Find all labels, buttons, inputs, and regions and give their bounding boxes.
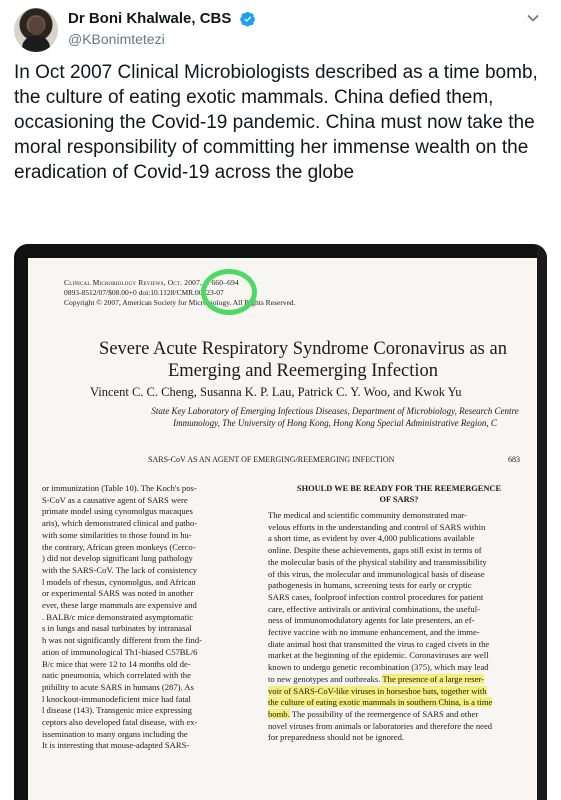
photo-border-left — [14, 244, 28, 800]
text-line: novel viruses from animals or laboratories and therefore the need — [268, 720, 493, 731]
text-line: . BALB/c mice demonstrated asymptomatic — [42, 611, 194, 622]
section-heading — [268, 483, 530, 505]
text-line: the molecular basis of the physical stability and transmissibility — [268, 556, 487, 567]
text-line: ness of immunomodulatory agents for late presenters, an ef- — [268, 615, 475, 626]
text-line: care, effective antivirals or antiviral combinations, the useful- — [268, 603, 480, 614]
paper-title: Severe Acute Respiratory Syndrome Coronavirus as an Emerging and Reemerging Infection — [99, 339, 507, 381]
text-line — [268, 697, 530, 709]
avatar-shirt — [22, 36, 50, 52]
photo-border-top — [14, 244, 547, 258]
affiliation-line: State Key Laboratory of Emerging Infectious Diseases, Department of Microbiology, Research Centre — [151, 406, 519, 416]
text-line: velous efforts in the understanding and control of SARS within — [268, 521, 486, 532]
verified-badge-icon — [240, 11, 256, 27]
text-line: ever, these large mammals are expensive and — [42, 600, 197, 611]
text-line: ptibility to acute SARS in humans (287). As — [42, 681, 194, 692]
text-line: diate animal host that transmitted the virus to caged civets in the — [268, 638, 490, 649]
journal-page — [28, 258, 537, 800]
text-line: ceptors also developed fatal disease, with ex- — [42, 717, 198, 728]
avatar[interactable] — [14, 8, 58, 52]
highlight-circle — [201, 269, 257, 315]
text-line: ) did not develop significant lung pathology — [42, 553, 193, 564]
plain-text: The possibility of the reemergence of SARS and other — [289, 708, 479, 719]
avatar-face — [29, 17, 44, 35]
highlighted-text: bomb. — [268, 708, 290, 719]
photo-border-right — [537, 244, 547, 800]
highlighted-text: voir of SARS-CoV-like viruses in horseshoe bats, together with — [268, 685, 487, 696]
text-line: SARS cases, foolproof infection control procedures for patient — [268, 591, 484, 602]
right-column-body — [268, 510, 530, 674]
author-names — [68, 10, 256, 47]
running-head-text: SARS-CoV AS AN AGENT OF EMERGING/REEMERGING INFECTION — [148, 455, 395, 464]
text-line: h was not significantly different from the find- — [42, 635, 202, 646]
user-handle[interactable]: @KBonimtetezi — [68, 31, 165, 47]
text-line — [268, 674, 530, 686]
paper-authors: Vincent C. C. Cheng, Susanna K. P. Lau, Patrick C. Y. Woo, and Kwok Yu — [90, 385, 462, 399]
journal-line: Clinical Microbiology Reviews, Oct. 2007, p. 660–694 — [64, 278, 239, 287]
journal-line: 0893-8512/07/$08.00+0 doi:10.1128/CMR.00023-07 — [64, 288, 224, 297]
right-column — [268, 483, 530, 744]
text-line: or experimental SARS was noted in another — [42, 588, 194, 599]
text-line: market at the beginning of the epidemic. Coronaviruses are well — [268, 650, 489, 661]
tweet-text: In Oct 2007 Clinical Microbiologists described as a time bomb, the culture of eating exotic mammals. China defied them, occasioning the Covid-19 pandemic. China must now take the moral responsibility of committing her immense wealth on the eradication of Covid-19 across the globe — [14, 62, 538, 183]
text-line: l models of rhesus, cynomolgus, and African — [42, 576, 196, 587]
right-column-tail — [268, 721, 530, 744]
text-line: B/c mice that were 12 to 14 months old de- — [42, 658, 191, 669]
text-line: S-CoV as a causative agent of SARS were — [42, 494, 188, 505]
text-line: It is interesting that mouse-adapted SARS- — [42, 740, 190, 751]
plain-text: to new genotypes and outbreaks. — [268, 673, 383, 684]
text-line: s in lungs and nasal turbinates by intranasal — [42, 623, 192, 634]
text-line: online. Despite these achievements, gaps still exist in terms of — [268, 545, 482, 556]
text-line: natic pneumonia, which correlated with the — [42, 670, 191, 681]
paper-affiliation — [120, 405, 547, 429]
text-line: with some similarities to those found in hu- — [42, 529, 192, 540]
text-line: known to undergo genetic recombination (375), which may lead — [268, 662, 489, 673]
text-line: pathogenesis in humans, screening tests for early or cryptic — [268, 580, 472, 591]
text-line: a short time, as evident by over 4,000 publications available — [268, 533, 475, 544]
tweet-media-image[interactable] — [14, 244, 547, 800]
running-head — [148, 455, 538, 464]
chevron-down-icon[interactable] — [525, 10, 541, 26]
text-line — [268, 709, 530, 721]
text-line: ation of immunological Th1-biased C57BL/6 — [42, 646, 198, 657]
text-line: the contrary, African green monkeys (Cerco- — [42, 541, 196, 552]
text-line: with the SARS-CoV. The lack of consistency — [42, 564, 198, 575]
section-heading-line: OF SARS? — [379, 495, 419, 504]
tweet-header — [14, 8, 547, 56]
text-line: primate model using cynomolgus macaques — [42, 506, 193, 517]
display-name[interactable]: Dr Boni Khalwale, CBS — [68, 10, 232, 28]
text-line: issemination to many organs including the — [42, 728, 188, 739]
affiliation-line: Immunology, The University of Hong Kong, Hong Kong Special Administrative Region, C — [173, 418, 497, 428]
text-line: fective vaccine with no immune enhancement, and the imme- — [268, 627, 480, 638]
journal-line: Copyright © 2007, American Society for Microbiology. All Rights Reserved. — [64, 298, 296, 307]
text-line: for preparedness should not be ignored. — [268, 732, 405, 743]
text-line: The medical and scientific community demonstrated mar- — [268, 510, 467, 520]
text-line: aris), which demonstrated clinical and patho- — [42, 518, 198, 529]
highlighted-text: The presence of a large reser- — [382, 673, 484, 684]
text-line: l disease (143). Transgenic mice expressing — [42, 705, 192, 716]
page-number: 683 — [508, 455, 520, 464]
text-line: of this virus, the molecular and immunological basis of disease — [268, 568, 485, 579]
text-line: l knockout-immunodeficient mice had fatal — [42, 693, 191, 704]
section-heading-line: SHOULD WE BE READY FOR THE REEMERGENCE — [296, 484, 502, 493]
left-column — [42, 483, 252, 752]
highlighted-text: the culture of eating exotic mammals in southern China, is a time — [268, 697, 493, 708]
text-line: or immunization (Table 10). The Koch's pos- — [42, 483, 197, 493]
text-line — [268, 686, 530, 698]
highlighted-lines — [268, 686, 530, 709]
